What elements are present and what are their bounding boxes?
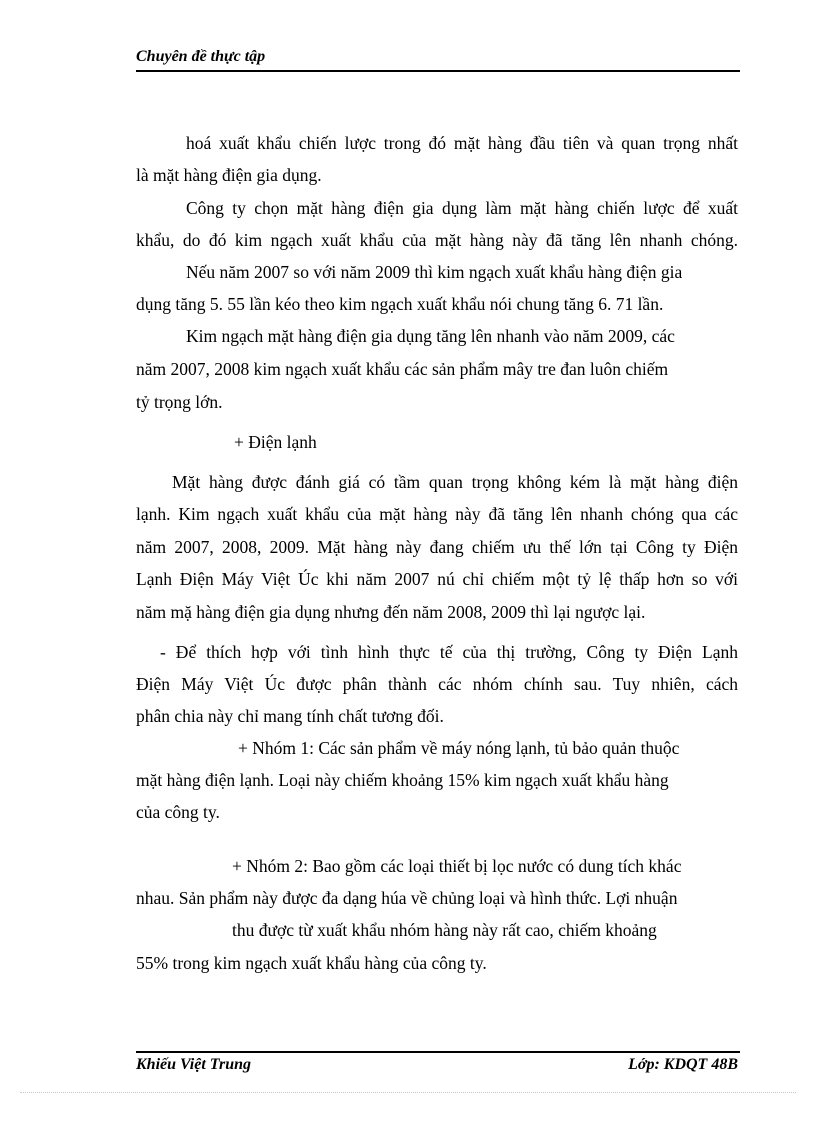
header-rule bbox=[136, 70, 740, 72]
text-line: Điện Máy Việt Úc được phân thành các nhóm chính sau. Tuy nhiên, cách bbox=[136, 674, 738, 694]
text-line: phân chia này chỉ mang tính chất tương đối. bbox=[136, 706, 444, 726]
footer-class: Lớp: KDQT 48B bbox=[628, 1056, 738, 1073]
text-line: của công ty. bbox=[136, 802, 220, 822]
text-line: Mặt hàng được đánh giá có tầm quan trọng không kém là mặt hàng điện bbox=[172, 472, 738, 492]
text-line: Kim ngạch mặt hàng điện gia dụng tăng lên nhanh vào năm 2009, các bbox=[186, 326, 675, 346]
text-line: Công ty chọn mặt hàng điện gia dụng làm mặt hàng chiến lược để xuất bbox=[186, 198, 738, 218]
text-line: + Nhóm 2: Bao gồm các loại thiết bị lọc nước có dung tích khác bbox=[232, 856, 682, 876]
text-line: dụng tăng 5. 55 lần kéo theo kim ngạch xuất khẩu nói chung tăng 6. 71 lần. bbox=[136, 294, 664, 314]
text-line: - Để thích hợp với tình hình thực tế của thị trường, Công ty Điện Lạnh bbox=[160, 642, 738, 662]
text-line: lạnh. Kim ngạch xuất khẩu của mặt hàng này đã tăng lên nhanh chóng qua các bbox=[136, 504, 738, 524]
text-line: Lạnh Điện Máy Việt Úc khi năm 2007 nú chỉ chiếm một tỷ lệ thấp hơn so với bbox=[136, 569, 738, 589]
section-heading: + Điện lạnh bbox=[234, 432, 317, 452]
header-title: Chuyên đề thực tập bbox=[136, 48, 266, 65]
text-line: là mặt hàng điện gia dụng. bbox=[136, 165, 322, 185]
text-line: năm mặ hàng điện gia dụng nhưng đến năm 2008, 2009 thì lại ngược lại. bbox=[136, 602, 646, 622]
text-line: khẩu, do đó kim ngạch xuất khẩu của mặt hàng này đã tăng lên nhanh chóng. bbox=[136, 230, 738, 250]
text-line: tỷ trọng lớn. bbox=[136, 392, 223, 412]
text-line: + Nhóm 1: Các sản phẩm về máy nóng lạnh, tủ bảo quản thuộc bbox=[238, 738, 680, 758]
text-line: Nếu năm 2007 so với năm 2009 thì kim ngạch xuất khẩu hàng điện gia bbox=[186, 262, 683, 282]
text-line: 55% trong kim ngạch xuất khẩu hàng của công ty. bbox=[136, 953, 487, 973]
page-break-divider bbox=[20, 1092, 796, 1093]
text-line: hoá xuất khẩu chiến lược trong đó mặt hàng đầu tiên và quan trọng nhất bbox=[186, 133, 738, 153]
text-line: năm 2007, 2008 kim ngạch xuất khẩu các sản phẩm mây tre đan luôn chiếm bbox=[136, 359, 669, 379]
text-line: nhau. Sản phẩm này được đa dạng húa về chủng loại và hình thức. Lợi nhuận bbox=[136, 888, 678, 908]
text-line: thu được từ xuất khẩu nhóm hàng này rất cao, chiếm khoảng bbox=[232, 920, 657, 940]
footer-author: Khiếu Việt Trung bbox=[136, 1056, 251, 1073]
footer-rule bbox=[136, 1051, 740, 1053]
text-line: năm 2007, 2008, 2009. Mặt hàng này đang chiếm ưu thế lớn tại Công ty Điện bbox=[136, 537, 738, 557]
text-line: mặt hàng điện lạnh. Loại này chiếm khoảng 15% kim ngạch xuất khẩu hàng bbox=[136, 770, 669, 790]
